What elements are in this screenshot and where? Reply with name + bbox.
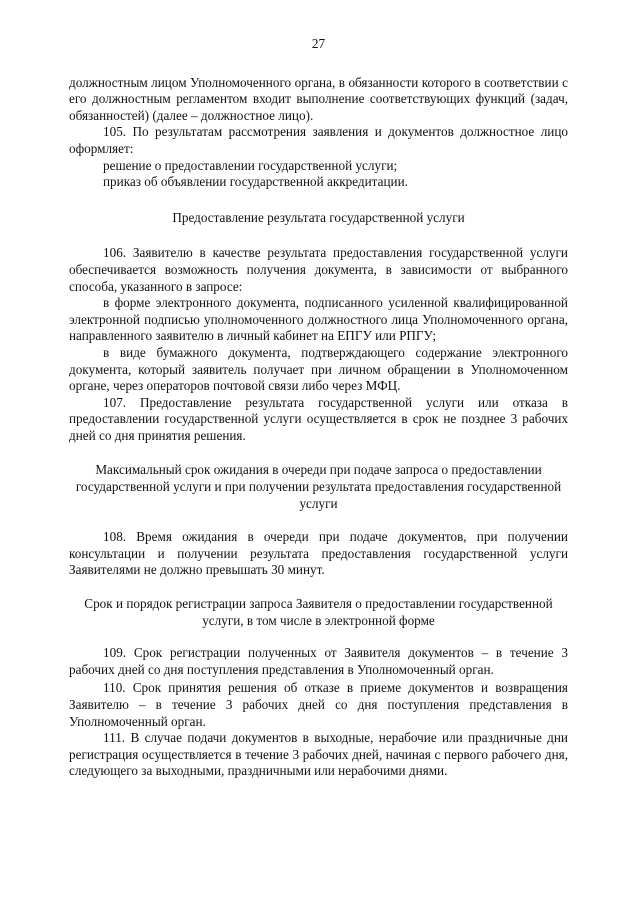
- paragraph-106: 106. Заявителю в качестве результата предоставления государственной услуги обеспечивается возможность получения документа, в зависимости от выбранного способа, указанного в запросе:: [69, 245, 568, 294]
- paragraph-107: 107. Предоставление результата государственной услуги или отказа в предоставлении государственной услуги осуществляется в срок не позднее 3 рабочих дней со дня принятия решения.: [69, 394, 568, 443]
- paragraph-109: 109. Срок регистрации полученных от Заявителя документов – в течение 3 рабочих дней со дня поступления представления в Уполномоченный орган.: [69, 645, 568, 677]
- section-heading-queue-time: Максимальный срок ожидания в очереди при подаче запроса о предоставлении государственной услуги и при получении результата предоставления государственной услуги: [75, 462, 562, 511]
- paragraph-105-item-2: приказ об объявлении государственной аккредитации.: [103, 174, 408, 190]
- paragraph-continuation: должностным лицом Уполномоченного органа, в обязанности которого в соответствии с его должностным регламентом входит выполнение соответствующих функций (задач, обязанностей) (далее – должностное лицо).: [69, 74, 568, 123]
- section-heading-result: Предоставление результата государственной услуги: [172, 209, 465, 225]
- paragraph-106-item-1: в форме электронного документа, подписанного усиленной квалифицированной электронной подписью уполномоченного должностного лица Уполномоченного органа, направленного заявителю в личный кабинет на ЕПГУ или РПГУ;: [69, 295, 568, 344]
- paragraph-111: 111. В случае подачи документов в выходные, нерабочие или праздничные дни регистрация осуществляется в течение 3 рабочих дней, начиная с первого рабочего дня, следующего за выходными, праздничными или нерабочими днями.: [69, 730, 568, 779]
- paragraph-110: 110. Срок принятия решения об отказе в приеме документов и возвращения Заявителю – в течение 3 рабочих дней со дня поступления представления в Уполномоченный орган.: [69, 680, 568, 729]
- paragraph-106-item-2: в виде бумажного документа, подтверждающего содержание электронного документа, который заявитель получает при личном обращении в Уполномоченном органе, через операторов почтовой связи либо через МФЦ.: [69, 344, 568, 394]
- section-heading-registration: Срок и порядок регистрации запроса Заявителя о предоставлении государственной услуги, в том числе в электронной форме: [84, 596, 553, 628]
- paragraph-105-item-1: решение о предоставлении государственной услуги;: [103, 157, 398, 173]
- page-number: 27: [311, 36, 326, 51]
- paragraph-108: 108. Время ожидания в очереди при подаче документов, при получении консультации и получении результата предоставления государственной услуги Заявителями не должно превышать 30 минут.: [69, 529, 568, 578]
- paragraph-105: 105. По результатам рассмотрения заявления и документов должностное лицо оформляет:: [69, 124, 568, 156]
